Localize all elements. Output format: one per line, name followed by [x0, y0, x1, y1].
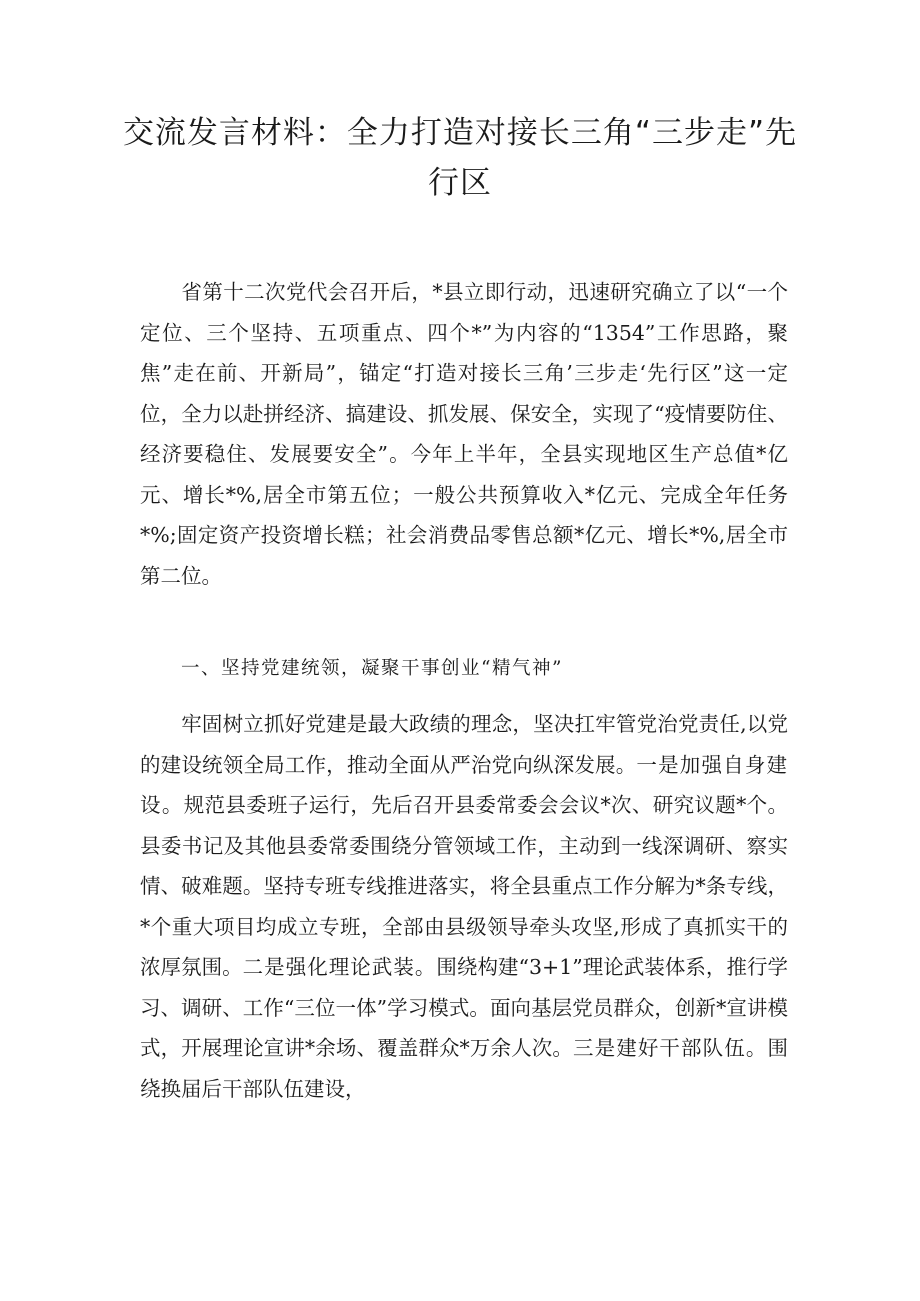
paragraph-intro-text: 省第十二次党代会召开后，*县立即行动，迅速研究确立了以“一个定位、三个坚持、五项重点、四个*”为内容的“1354”工作思路，聚焦”走在前、开新局”，锚定“打造对接长三角’三步走‘先行区”这一定位，全力以赴拼经济、搞建设、抓发展、保安全，实现了“疫情要防住、经济要稳住、发展要安全”。今年上半年，全县实现地区生产总值*亿元、增长*%,居全市第五位；一般公共预算收入*亿元、完成全年任务*%;固定资产投资增长糕；社会消费品零售总额*亿元、增长*%,居全市第二位。 — [140, 280, 788, 588]
emphasis-point-three: 三是建好干部队伍。 — [572, 1036, 768, 1060]
emphasis-point-two: 二是强化理论武装。 — [242, 955, 437, 979]
document-title: 交流发言材料：全力打造对接长三角“三步走”先行区 — [122, 115, 798, 201]
section-heading: 一、坚持党建统领，凝聚干事创业“精气神” — [181, 658, 563, 679]
paragraph-party-building — [140, 704, 788, 1109]
paragraph-text: 围绕换届后干部队伍建设， — [140, 1036, 789, 1101]
paragraph-text: 牢固树立抓好党建是最大政绩的理念，坚决扛牢管党治党责任,以党的建设统领全局工作，推动全面从严治党向纵深发展。 — [140, 712, 788, 777]
paragraph-text: 规范县委班子运行，先后召开县委常委会会议*次、研究议题*个。县委书记及其他县委常委围绕分管领域工作，主动到一线深调研、察实情、破难题。坚持专班专线推进落实，将全县重点工作分解为*条专线，*个重大项目均成立专班，全部由县级领导牵头攻坚,形成了真抓实干的浓厚氛围。 — [140, 793, 789, 979]
paragraph-text: 围绕构建“3+1”理论武装体系，推行学习、调研、工作“三位一体”学习模式。面向基层党员群众，创新*宣讲模式，开展理论宣讲*余场、覆盖群众*万余人次。 — [140, 955, 788, 1060]
paragraph-intro — [140, 272, 788, 596]
emphasis-point-one: 一是加强自身建设。 — [140, 752, 789, 817]
